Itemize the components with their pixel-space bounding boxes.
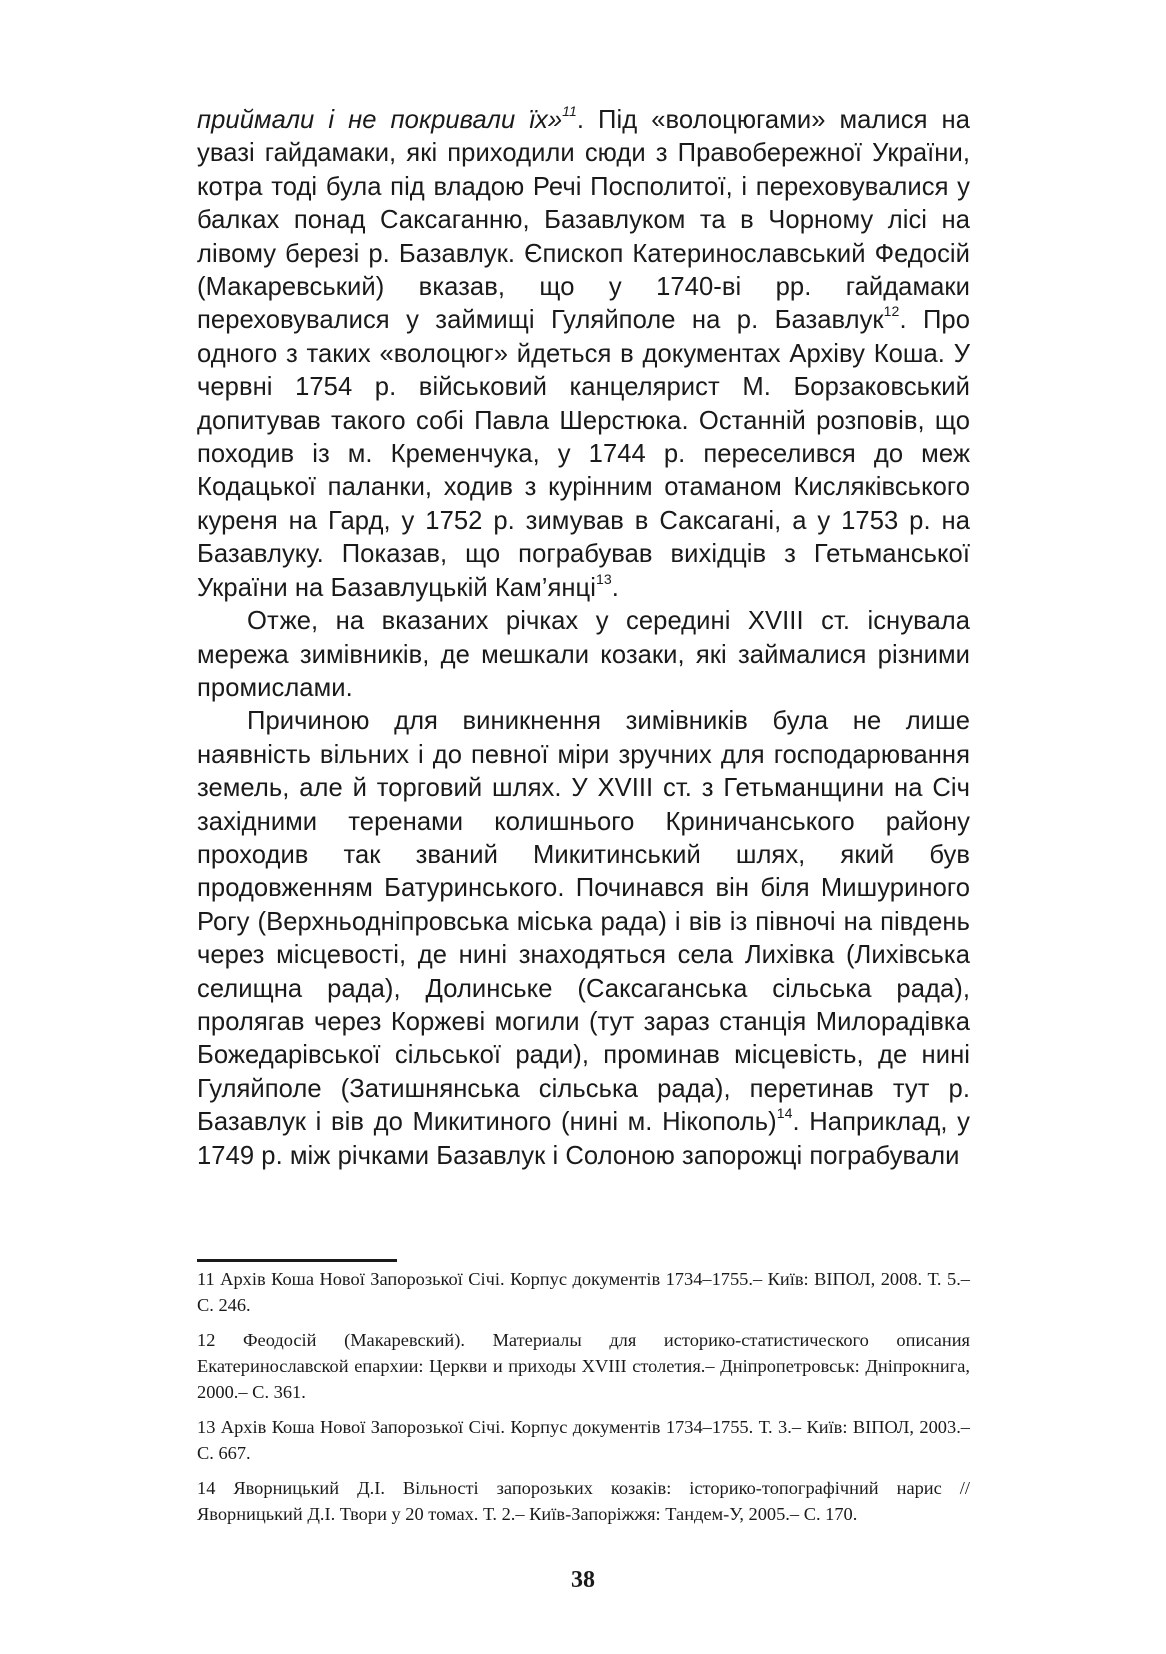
- page-number: 38: [571, 1567, 595, 1593]
- footnote-12: 12 Феодосій (Макаревский). Материалы для историко-статистического описания Екатеринославской епархии: Церкви и приходы XVIII столетия.– Дніпропетровськ: Дніпрокнига, 2000.– С. 361.: [197, 1330, 970, 1402]
- footnote-separator: [197, 1259, 397, 1262]
- footnote-ref-14: 14: [776, 1105, 793, 1122]
- paragraph-1: [197, 104, 970, 605]
- footnotes: [197, 1266, 970, 1536]
- paragraph-1-text-b: . Про одного з таких «волоцюг» йдеться в документах Архіву Коша. У червні 1754 р. військовий канцелярист М. Борзаковський допитував такого собі Павла Шерстюка. Останній розповів, що походив із м. Кременчука, у 1744 р. переселився до меж Кодацької паланки, ходив з курінним отаманом Кисляківського куреня на Гард, у 1752 р. зимував в Саксагані, а у 1753 р. на Базавлуку. Показав, що пограбував вихідців з Гетьманської України на Базавлуцькій Кам’янці: [197, 306, 970, 602]
- paragraph-2: Отже, на вказаних річках у середині XVIII ст. існувала мережа зимівників, де мешкали козаки, які займалися різними промислами.: [197, 607, 970, 702]
- paragraph-3-text-b: . Наприклад, у 1749 р. між річками Базавлук і Солоною запорожці пограбували: [197, 1108, 970, 1170]
- quote-ending: приймали і не покривали їх»: [197, 106, 563, 134]
- paragraph-3-text-a: Причиною для виникнення зимівників була не лише наявність вільних і до певної міри зручних для господарювання земель, але й торговий шлях. У XVIII ст. з Гетьманщини на Січ західними теренами колишнього Криничанського району проходив так званий Микитинський шлях, який був продовженням Батуринського. Починався він біля Мишуриного Рогу (Верхньодніпровська міська рада) і вів із півночі на південь через місцевості, де нині знаходяться села Лихівка (Лихівська селищна рада), Долинське (Саксаганська сільська рада), пролягав через Коржеві могили (тут зараз станція Милорадівка Божедарівської сільської ради), проминав місцевість, де нині Гуляйполе (Затишнянська сільська рада), перетинав тут р. Базавлук і вів до Микитиного (нині м. Нікополь): [197, 707, 970, 1137]
- footnote-11: 11 Архів Коша Нової Запорозької Січі. Корпус документів 1734–1755.– Київ: ВІПОЛ, 2008. Т. 5.– С. 246.: [197, 1269, 970, 1315]
- paragraph-1-text-a: . Під «волоцюгами» малися на увазі гайдамаки, які приходили сюди з Правобережної України, котра тоді була під владою Речі Посполитої, і переховувалися у балках понад Саксаганню, Базавлуком та в Чорному лісі на лівому березі р. Базавлук. Єпископ Катеринославський Федосій (Макаревський) вказав, що у 1740-ві рр. гайдамаки переховувалися у займищі Гуляйполе на р. Базавлук: [197, 106, 970, 335]
- body-text: [197, 104, 970, 1173]
- footnote-13: 13 Архів Коша Нової Запорозької Січі. Корпус документів 1734–1755. Т. 3.– Київ: ВІПОЛ, 2003.– С. 667.: [197, 1417, 970, 1463]
- paragraph-1-text-c: .: [611, 573, 619, 602]
- footnote-ref-11: 11: [562, 103, 577, 120]
- paragraph-3: [197, 705, 970, 1173]
- footnote-ref-12: 12: [883, 303, 900, 320]
- footnote-14: 14 Яворницький Д.І. Вільності запорозьких козаків: історико-топографічний нарис // Яворницький Д.І. Твори у 20 томах. Т. 2.– Київ-Запоріжжя: Тандем-У, 2005.– С. 170.: [197, 1478, 970, 1524]
- footnote-ref-13: 13: [596, 570, 612, 587]
